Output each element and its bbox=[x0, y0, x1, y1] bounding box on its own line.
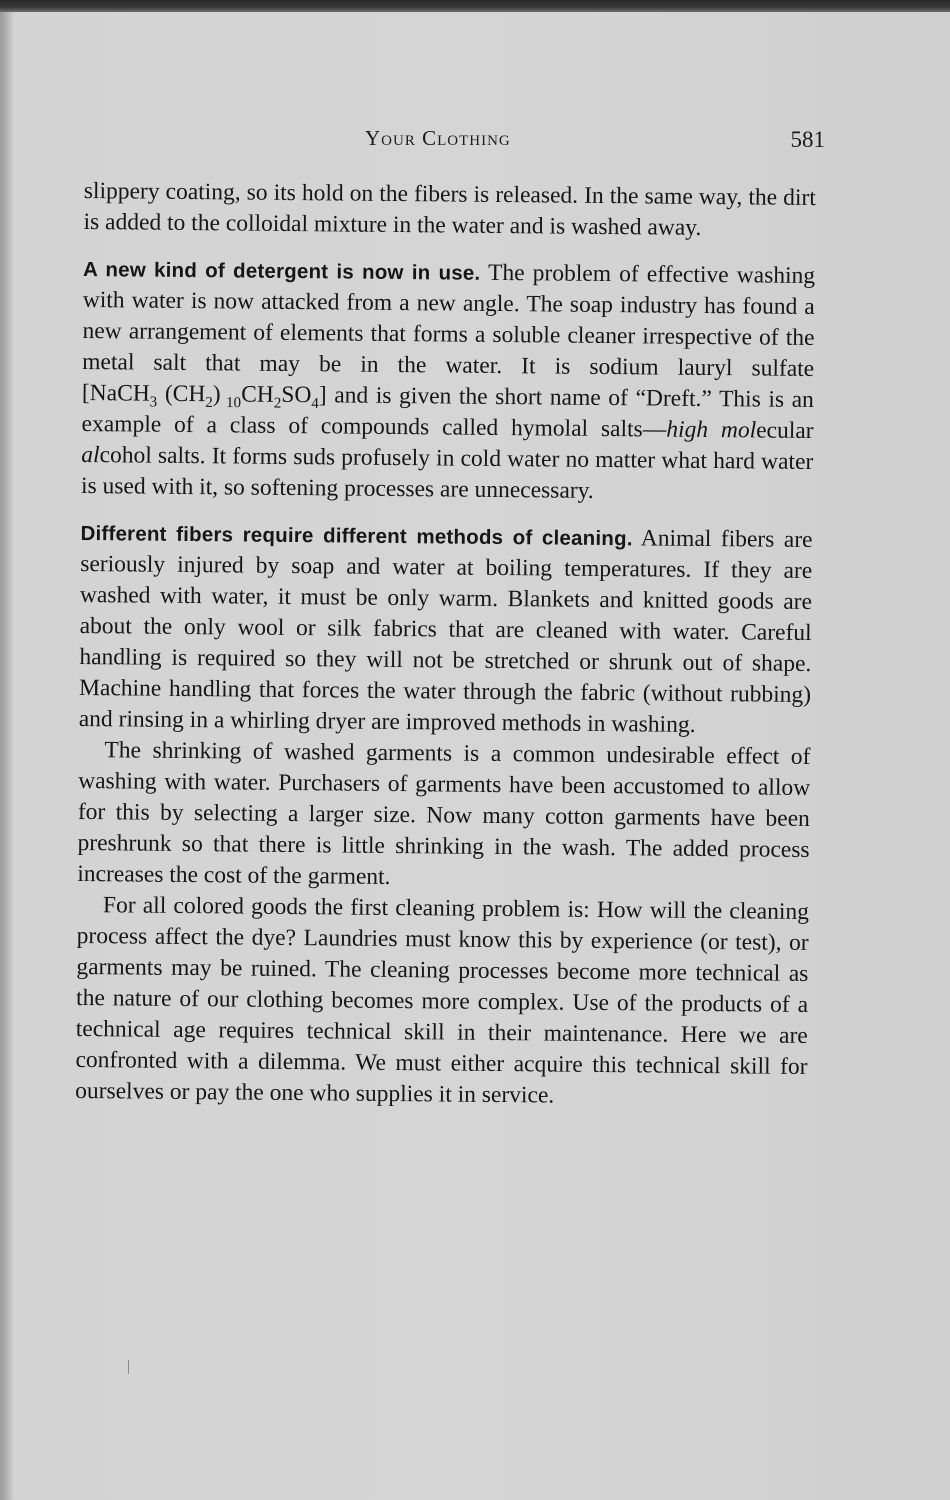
formula-part: ) bbox=[212, 381, 221, 408]
formula-subscript: 2 bbox=[273, 395, 282, 412]
paragraph-2-space bbox=[708, 417, 721, 443]
formula-part: (CH bbox=[157, 380, 206, 408]
paragraph-5: For all colored goods the first cleaning problem is: How will the cleaning process affect the dye? Laundries must know this by experience (or test), or garments may be ruined. The cleaning processes become more technical as the nature of our clothing becomes more complex. Use of the products of a technical age requires technical skill in their maintenance. Here we are confronted with a dilemma. We must either acquire this technical skill for ourselves or pay the one who supplies it in service. bbox=[75, 892, 810, 1109]
binding-shadow bbox=[0, 12, 14, 1500]
formula-part: ] bbox=[318, 382, 327, 409]
running-head: Your Clothing bbox=[365, 126, 511, 150]
italic-high: high bbox=[666, 416, 709, 444]
formula-subscript: 3 bbox=[149, 394, 158, 411]
paragraph-2-text-3: ecular bbox=[756, 417, 814, 445]
paragraph-1: slippery coating, so its hold on the fibers is released. In the same way, the dirt is added to the colloidal mixture in the water and is washed away. bbox=[83, 177, 816, 241]
body-text bbox=[75, 176, 816, 1114]
paragraph-2-text-4: cohol salts. It forms suds profusely in cold water no matter what hard water is used with it, so softening processes are unnecessary. bbox=[80, 442, 814, 504]
italic-al: al bbox=[81, 441, 100, 469]
page-header bbox=[90, 126, 825, 158]
formula-part: [NaCH bbox=[81, 379, 150, 407]
section-heading-fibers: Different fibers require different methods of cleaning. bbox=[80, 521, 633, 551]
paragraph-2 bbox=[81, 254, 815, 509]
formula-subscript: 4 bbox=[311, 395, 319, 412]
section-heading-detergent: A new kind of detergent is now in use. bbox=[82, 257, 481, 285]
chemical-formula bbox=[81, 379, 327, 412]
page-top-edge bbox=[0, 0, 950, 12]
formula-subscript: 10 bbox=[220, 395, 242, 412]
formula-subscript: 2 bbox=[205, 394, 213, 411]
formula-part: CH bbox=[241, 381, 274, 408]
italic-mol: mol bbox=[720, 417, 757, 444]
page-number: 581 bbox=[790, 127, 825, 152]
paragraph-3-text: Animal fibers are seriously injured by soap and water at boiling temperatures. If they are washed with water, it must be only warm. Blankets and knitted goods are about the only wool or silk fabrics that are cleaned with water. Careful handling is required so they will not be stretched or shrunk out of shape. Machine handling that forces the water through the fabric (without rubbing) and rinsing in a whirling dryer are improved methods in washing. bbox=[78, 525, 813, 738]
paragraph-2-text: The problem of effective washing with water is now attacked from a new angle. The soap industry has found a new arrangement of elements that forms a soluble cleaner irrespective of the metal salt that may be in the water. It is sodium lauryl sulfate bbox=[82, 259, 816, 383]
paragraph-4: The shrinking of washed garments is a common undesirable effect of washing with water. Purchasers of garments have been accustomed to allow for this by selecting a larger size. Now many cotton garments have been preshrunk so that there is little shrinking in the wash. The added process increases the cost of the garment. bbox=[77, 737, 811, 890]
paragraph-2-text-mid: and is given the short name of “Dreft.” This is an example of a class of compounds called hymolal salts— bbox=[81, 382, 814, 443]
print-mark bbox=[128, 1360, 129, 1374]
paragraph-3 bbox=[79, 518, 813, 742]
formula-part: SO bbox=[281, 381, 312, 409]
